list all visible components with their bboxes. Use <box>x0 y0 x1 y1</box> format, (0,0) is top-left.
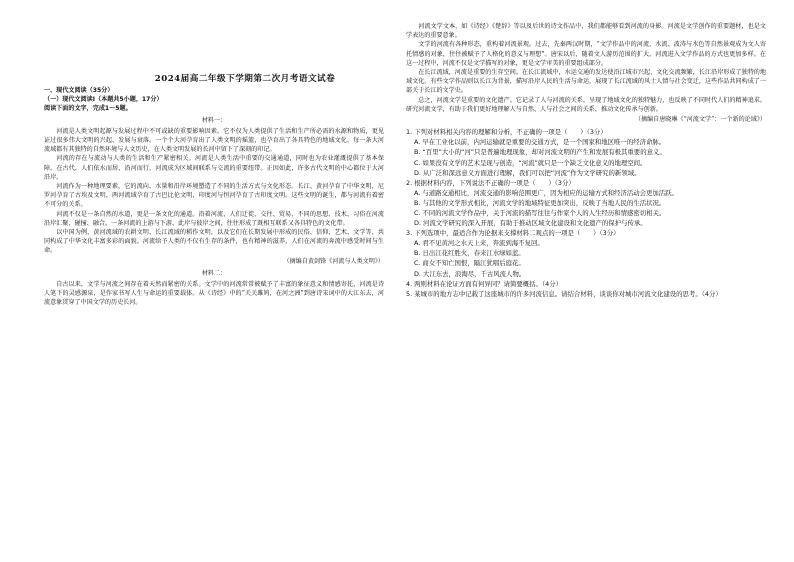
option: D. 从广泛和深远意义方面进行理解，我们可以把“河流”作为文学研究的新领域。 <box>414 168 641 177</box>
subsection-heading: （一）现代文阅读Ⅰ（本题共5小题，17分） <box>44 96 163 104</box>
m1-source: （摘编自黄剑锋《河流与人类文明》） <box>283 257 384 265</box>
m1-paragraph: 河流不仅是一条自然的水道，更是一条文化的通道。沿着河流，人们迁徙、交往、贸易，不同的思想、技术、习俗在河流沿岸汇聚、碰撞、融合。一条河流的上游与下游、此岸与彼岸之间，往往形成了既相互联系又各具特色的文化带。 <box>44 210 384 227</box>
m1-paragraph: 河流作为一种地理要素，它的流向、水量和沿岸环境塑造了不同的生活方式与文化形态。长江、黄河孕育了中华文明，尼罗河孕育了古埃及文明，两河流域孕育了古巴比伦文明，印度河与恒河孕育了古印度文明。这些文明的诞生，都与河流有着密不可分的关系。 <box>44 183 384 209</box>
question-4: 4. 两则材料在论证方面有何异同？请简要概括。（4分） <box>406 279 562 288</box>
option: A. 早在工业化以前，内河运输就是重要的交通方式，是一个国家和地区唯一的经济命脉。 <box>414 138 666 147</box>
option: B. “百里”大小的“河”只是普遍地理现象，却对河流文明的产生和发展有极其重要的意义。 <box>414 148 666 157</box>
question-2: 2. 根据材料内容，下列说法不正确的一项是（ ）（3分） <box>406 178 575 187</box>
m2-paragraph: 文学的河流有各种形态，重构着河流景观。过去，先秦两汉时期，“文学作品中的河流，水流、波涛与水色等自然景观成为文人寄托情感的对象，往往被赋予了人格化的意义与理想”。唐宋以后，随着文人游历范围的扩大，河流进入文学作品的方式也更加多样。在这一过程中，河流不仅是文学描写的对象，更是文学审美的重要组成部分。 <box>406 41 766 67</box>
section-heading: 一、现代文阅读（35分） <box>44 87 114 94</box>
instruction-text: 阅读下面的文字，完成1～5题。 <box>44 105 132 113</box>
m1-paragraph: 以中国为例，黄河流域的农耕文明、长江流域的稻作文明，以及它们在长期发展中形成的民俗、信仰、艺术、文学等，共同构成了中华文化丰富多彩的面貌。河流给予人类的不仅有生存的条件，也有精神的滋养，人们在河流的奔流中感受时间与生命。 <box>44 229 384 255</box>
m2-paragraph: 总之，河流文学是重要的文化遗产。它记录了人与河流的关系，呈现了地域文化的独特魅力，也反映了不同时代人们的精神追求。研究河流文学，有助于我们更好地理解人与自然、人与社会之间的关系，推动文化传承与创新。 <box>406 96 766 113</box>
option: B. 与其他的文学形式相比，河流文学的地域特征更加突出，反映了当地人民的生活状况。 <box>414 198 666 207</box>
option: C. 如果没有文学的艺术呈现与创造，“河流”就只是一个缺乏文化意义的地理空间。 <box>414 158 647 167</box>
exam-title: 2024届高二年级下学期第二次月考语文试卷 <box>154 74 336 84</box>
m2-paragraph: 在长江流域，河流是重要的生存空间。在长江流域中，水运交通的发达使沿江城市兴起、文化交流频繁，长江沿岸形成了独特的地域文化。有些文学作品则以长江为背景，描写沿岸人民的生活与命运，展现了长江流域的风土人情与社会变迁，这些作品共同构成了一部关于长江的文学史。 <box>406 69 766 95</box>
m2-paragraph: 自古以来，文学与河流之间存在着天然而紧密的关系。文学中的河流常常被赋予了丰富的象征意义和情感寄托，河流是诗人笔下的灵感源泉，是作家书写人生与命运的重要载体。从《诗经》中的“关关雎鸠，在河之洲”到唐诗宋词中的大江东去，河流意象贯穿了中国文学的历史长河。 <box>44 281 384 307</box>
m2-source: （摘编自唐晓琳《“河流文学”：一个新的论域》） <box>634 116 766 124</box>
option: C. 商女不知亡国恨，隔江犹唱后庭花。 <box>414 259 525 268</box>
question-5: 5. 某城市的地方志中记载了这座城市的许多河流信息。请结合材料，谈谈你对城市河流文化建设的思考。（4分） <box>406 289 722 298</box>
m2-paragraph: 河流文学文本，如《诗经》《楚辞》等以及后世的诗文作品中，我们都能够看到河流的身影。河流是文学创作的重要题材，也是文学表达的重要意象。 <box>406 23 766 40</box>
material-1-label: 材料一： <box>201 116 227 124</box>
question-3: 3. 下列选项中，最适合作为论据来支撑材料二观点的一项是（ ）（3分） <box>406 229 620 238</box>
m1-paragraph: 河流是人类文明起源与发展过程中不可或缺的重要影响因素。它不仅为人类提供了生活和生产所必需的水源和物质，更见证过很多伟大文明的兴起、发展与衰落。一个个大河孕育出了人类文明的摇篮，也孕育出了各具特色的地域文化。每一条大河流域都有其独特的自然环境与人文历史，在人类文明发展的长河中留下了深刻的印记。 <box>44 127 384 154</box>
left-column <box>44 86 384 308</box>
option: A. 君不见黄河之水天上来，奔流到海不复回。 <box>414 239 544 248</box>
option: B. 日出江花红胜火，春来江水绿如蓝。 <box>414 249 525 258</box>
m1-paragraph: 河流的存在与流动与人类的生活和生产紧密相关。河流是人类生活中重要的交通通道，同时也为农业灌溉提供了基本保障。在古代，人们依水而居，沿河而行，河流成为区域间联系与交流的重要纽带。正因如此，许多古代文明的中心都位于大河沿岸。 <box>44 155 384 181</box>
right-column <box>406 22 766 299</box>
question-1: 1. 下列对材料相关内容的理解和分析，不正确的一项是（ ）（3分） <box>406 128 607 137</box>
option: A. 与道路交通相比，河流交通的影响范围更广，因为相应的运输方式和经济活动会更加活跃。 <box>414 188 678 197</box>
option: D. 河流文学研究的深入开展，有助于推动区域文化建设和文化遗产的保护与传承。 <box>414 219 647 228</box>
option: D. 大江东去，浪淘尽，千古风流人物。 <box>414 269 526 278</box>
option: C. 不同的河流文学作品中，关于河流的描写往往与作家个人的人生经历和情感密切相关。 <box>414 208 666 217</box>
material-2-label: 材料二： <box>201 269 227 277</box>
